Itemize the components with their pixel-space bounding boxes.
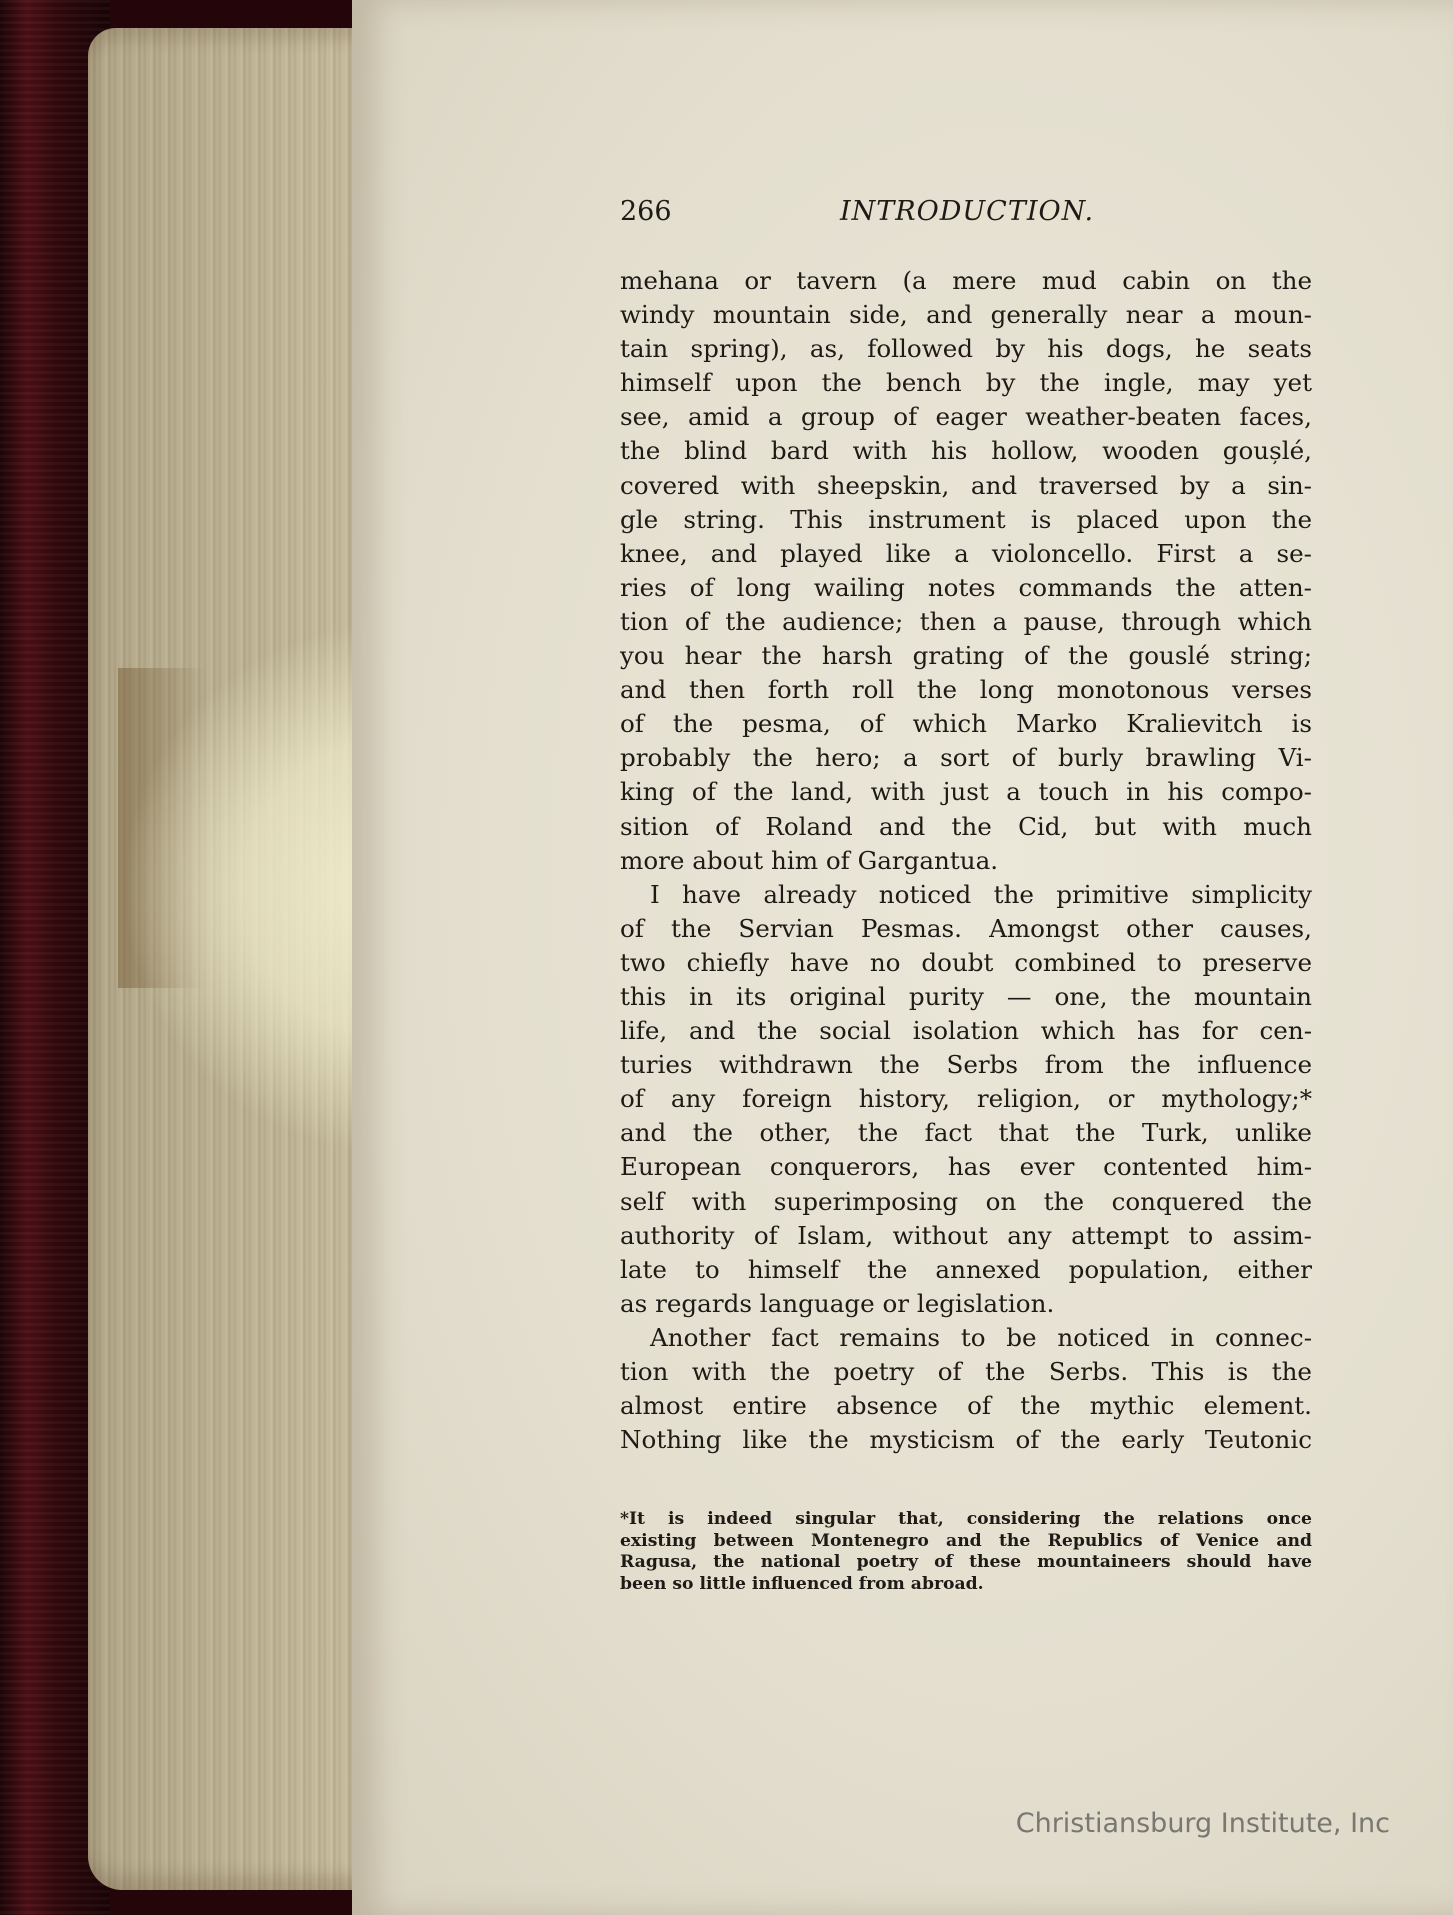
page-edges: [88, 28, 360, 1890]
book-page: [352, 0, 1453, 1915]
text-line: almost entire absence of the mythic element.: [620, 1391, 1312, 1421]
text-line: Another fact remains to be noticed in connec-: [650, 1322, 1312, 1352]
page-content: [620, 196, 1312, 1595]
text-line: king of the land, with just a touch in his compo-: [620, 777, 1312, 807]
footnote-line: *It is indeed singular that, considering the relations once: [620, 1509, 1312, 1530]
footnote-line: been so little influenced from abroad.: [620, 1573, 984, 1594]
watermark: Christiansburg Institute, Inc: [1015, 1808, 1390, 1839]
text-line: ries of long wailing notes commands the atten-: [620, 572, 1312, 602]
body-text: [620, 264, 1312, 1457]
text-line: two chiefly have no doubt combined to preserve: [620, 947, 1312, 977]
text-line: life, and the social isolation which has for cen-: [620, 1016, 1312, 1046]
text-line: late to himself the annexed population, either: [620, 1254, 1312, 1284]
text-line: of the pesma, of which Marko Kralievitch is: [620, 709, 1312, 739]
text-line: windy mountain side, and generally near a moun-: [620, 300, 1312, 330]
text-line: mehana or tavern (a mere mud cabin on the: [620, 266, 1312, 295]
text-line: as regards language or legislation.: [620, 1288, 1055, 1318]
text-line: tain spring), as, followed by his dogs, he seats: [620, 334, 1312, 364]
text-line: gle string. This instrument is placed upon the: [620, 504, 1312, 534]
text-line: and then forth roll the long monotonous verses: [620, 675, 1312, 705]
text-line: self with superimposing on the conquered the: [620, 1186, 1312, 1216]
running-title: INTRODUCTION.: [840, 196, 1095, 227]
text-line: and the other, the fact that the Turk, unlike: [620, 1118, 1312, 1148]
text-line: the blind bard with his hollow, wooden goușlé,: [620, 436, 1312, 466]
text-line: of the Servian Pesmas. Amongst other causes,: [620, 913, 1312, 943]
text-line: knee, and played like a violoncello. First a se-: [620, 538, 1312, 568]
text-line: probably the hero; a sort of burly brawling Vi-: [620, 743, 1312, 773]
text-line: more about him of Gargantua.: [620, 845, 999, 875]
text-line: this in its original purity — one, the mountain: [620, 981, 1312, 1011]
text-line: tion of the audience; then a pause, through which: [620, 606, 1312, 636]
footnote-line: Ragusa, the national poetry of these mountaineers should have: [620, 1552, 1312, 1573]
footnote: [620, 1509, 1312, 1595]
text-line: sition of Roland and the Cid, but with much: [620, 811, 1312, 841]
text-line: tion with the poetry of the Serbs. This is the: [620, 1357, 1312, 1386]
text-line: you hear the harsh grating of the gouslé string;: [620, 641, 1312, 671]
text-line: European conquerors, has ever contented him-: [620, 1152, 1312, 1182]
page-number: 266: [620, 196, 672, 227]
text-line: turies withdrawn the Serbs from the influence: [620, 1050, 1312, 1080]
footnote-line: existing between Montenegro and the Republics of Venice and: [620, 1530, 1312, 1551]
text-line: Nothing like the mysticism of the early Teutonic: [620, 1425, 1312, 1455]
text-line: authority of Islam, without any attempt to assim-: [620, 1220, 1312, 1250]
text-line: I have already noticed the primitive simplicity: [650, 879, 1312, 909]
running-head: [620, 196, 1312, 236]
text-line: of any foreign history, religion, or mythology;*: [620, 1084, 1312, 1114]
text-line: himself upon the bench by the ingle, may yet: [620, 368, 1312, 398]
text-line: covered with sheepskin, and traversed by a sin-: [620, 470, 1312, 500]
text-line: see, amid a group of eager weather-beaten faces,: [620, 402, 1312, 432]
